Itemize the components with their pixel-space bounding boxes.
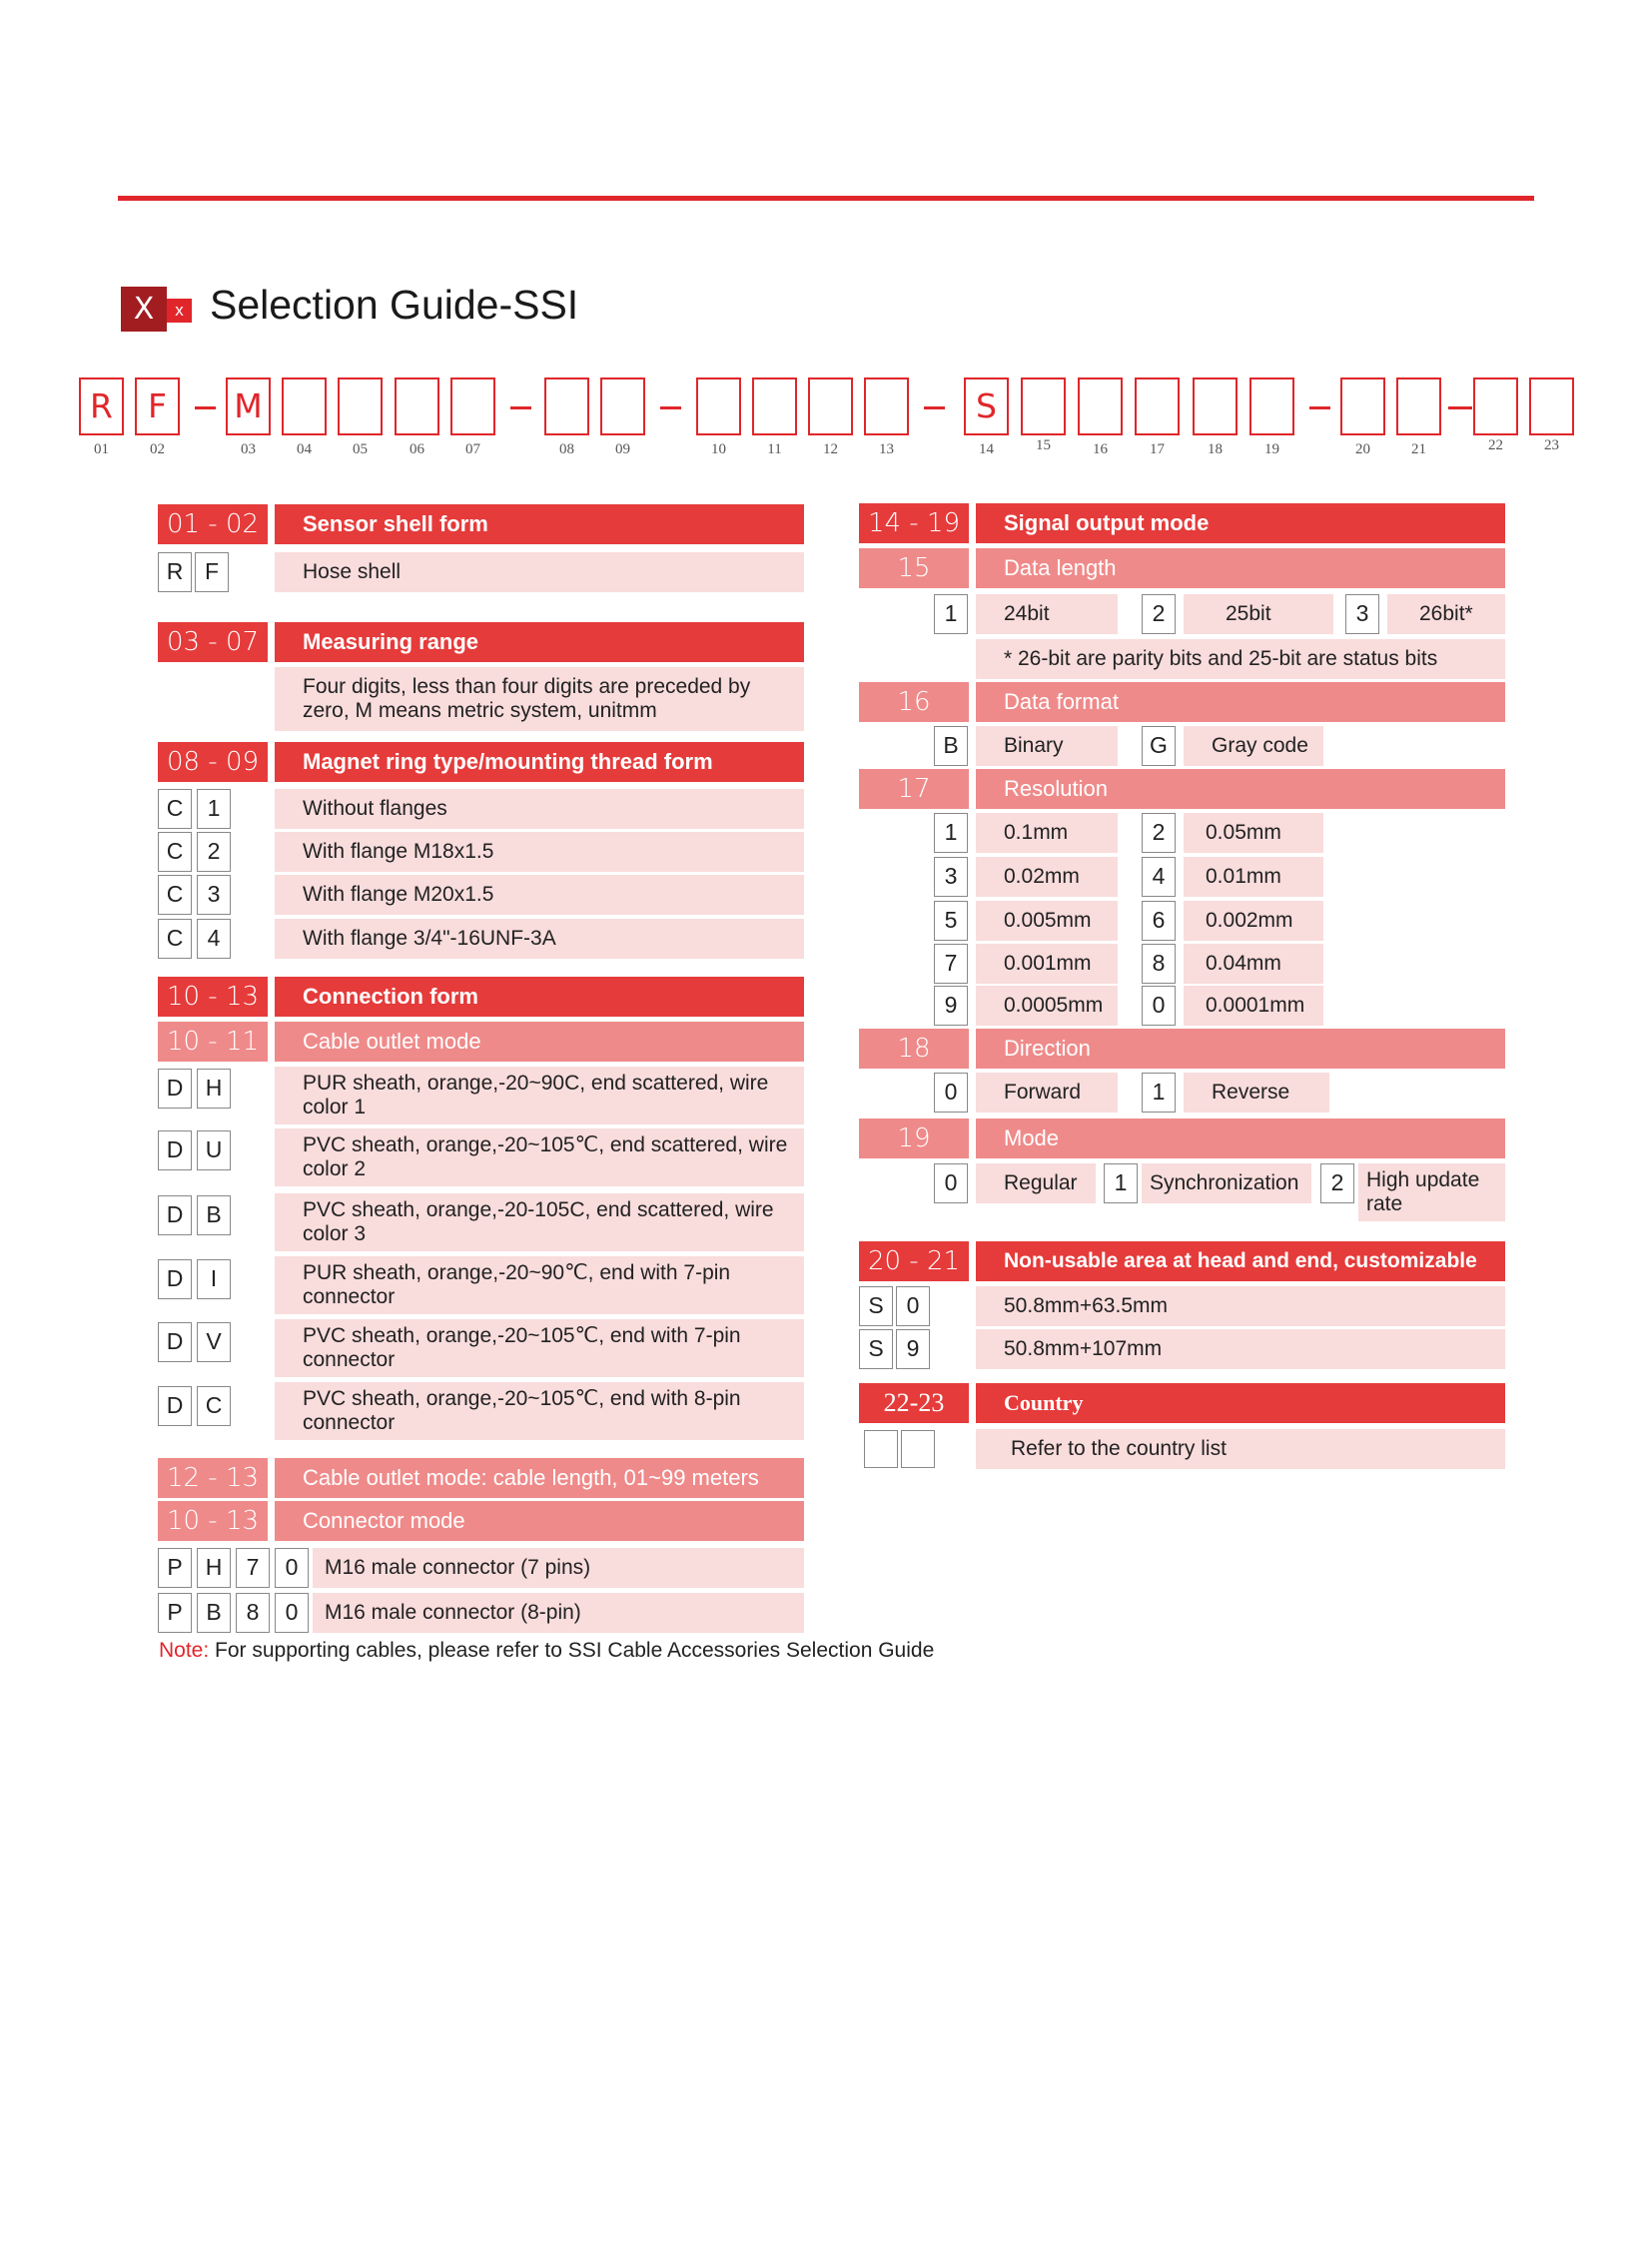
option-description: M16 male connector (8-pin) — [313, 1593, 804, 1633]
section-number: 10 - 13 — [158, 977, 268, 1017]
section-number: 10 - 11 — [158, 1022, 268, 1062]
code-cell: 2 — [1142, 813, 1176, 853]
code-cell: 0 — [275, 1593, 309, 1633]
code-box-16 — [1078, 377, 1123, 435]
top-red-rule — [118, 196, 1534, 201]
code-cell — [901, 1430, 935, 1468]
position-number: 22 — [1488, 437, 1503, 453]
code-box-07 — [450, 377, 495, 435]
position-number: 08 — [559, 441, 574, 457]
section-header-shell-form: Sensor shell form — [275, 504, 804, 544]
option-description: PVC sheath, orange,-20-105C, end scattered, wire color 3 — [275, 1193, 804, 1251]
code-box-21 — [1396, 377, 1441, 435]
code-box-22 — [1473, 377, 1518, 435]
code-box-05 — [338, 377, 383, 435]
code-cell: B — [197, 1195, 231, 1235]
section-header-connection-form: Connection form — [275, 977, 804, 1017]
code-box-06 — [395, 377, 439, 435]
code-cell: 6 — [1142, 901, 1176, 941]
code-cell: D — [158, 1386, 192, 1426]
code-cell: S — [859, 1329, 893, 1369]
position-number: 06 — [410, 441, 424, 457]
position-number: 05 — [353, 441, 368, 457]
code-box-01: R — [79, 377, 124, 435]
code-cell: D — [158, 1069, 192, 1109]
position-number: 02 — [150, 441, 165, 457]
code-dash — [195, 406, 216, 409]
code-cell: 0 — [934, 1163, 968, 1203]
code-box-11 — [752, 377, 797, 435]
option-label: 24bit — [976, 594, 1118, 634]
section-header-connector-mode: Connector mode — [275, 1501, 804, 1541]
section-header-mode: Mode — [976, 1119, 1505, 1158]
section-header-cable-outlet: Cable outlet mode — [275, 1022, 804, 1062]
option-label: Reverse — [1184, 1073, 1329, 1113]
position-number: 15 — [1036, 437, 1051, 453]
option-label: 0.04mm — [1184, 944, 1323, 984]
option-description: PVC sheath, orange,-20~105℃, end with 8-pin connector — [275, 1382, 804, 1440]
code-cell: 1 — [1104, 1163, 1138, 1203]
code-cell: 0 — [275, 1548, 309, 1588]
section-header-data-format: Data format — [976, 682, 1505, 722]
code-box-19 — [1249, 377, 1294, 435]
section-header-magnet-ring: Magnet ring type/mounting thread form — [275, 742, 804, 782]
code-cell: P — [158, 1593, 192, 1633]
section-header-measuring-range: Measuring range — [275, 622, 804, 662]
code-cell: 4 — [1142, 857, 1176, 897]
code-dash — [924, 406, 945, 409]
option-description: Without flanges — [275, 789, 804, 829]
code-box-12 — [808, 377, 853, 435]
option-description: With flange M18x1.5 — [275, 832, 804, 872]
option-label: Regular — [976, 1163, 1096, 1203]
option-label: Gray code — [1184, 726, 1323, 766]
code-dash — [1448, 406, 1472, 409]
section-header-data-length: Data length — [976, 548, 1505, 588]
option-description: PUR sheath, orange,-20~90℃, end with 7-pin connector — [275, 1256, 804, 1314]
code-cell: 0 — [1142, 986, 1176, 1026]
option-label: 0.0005mm — [976, 986, 1118, 1026]
position-number: 07 — [465, 441, 480, 457]
code-cell: 1 — [934, 594, 968, 634]
code-box-09 — [600, 377, 645, 435]
option-label: 0.01mm — [1184, 857, 1323, 897]
option-label: Forward — [976, 1073, 1118, 1113]
code-box-15 — [1021, 377, 1066, 435]
option-description: 50.8mm+107mm — [976, 1329, 1505, 1369]
code-cell: U — [197, 1130, 231, 1170]
code-box-02: F — [135, 377, 180, 435]
logo-x-small: x — [167, 299, 192, 323]
page-title: Selection Guide-SSI — [210, 282, 579, 328]
code-cell: G — [1142, 726, 1176, 766]
code-cell: V — [197, 1322, 231, 1362]
section-header-signal-output: Signal output mode — [976, 503, 1505, 543]
option-description: PVC sheath, orange,-20~105℃, end with 7-pin connector — [275, 1319, 804, 1377]
section-header-cable-length: Cable outlet mode: cable length, 01~99 meters — [275, 1458, 804, 1498]
code-cell: 0 — [934, 1073, 968, 1113]
code-cell: 8 — [1142, 944, 1176, 984]
note-label: Note: — [159, 1639, 210, 1662]
option-label: 0.05mm — [1184, 813, 1323, 853]
section-number: 14 - 19 — [859, 503, 969, 543]
section-number: 20 - 21 — [859, 1241, 969, 1281]
code-cell: B — [934, 726, 968, 766]
footnote — [159, 1639, 934, 1663]
option-label: 25bit — [1184, 594, 1333, 634]
section-header-non-usable-area: Non-usable area at head and end, customizable — [976, 1241, 1505, 1281]
code-cell: 4 — [197, 919, 231, 959]
section-number: 12 - 13 — [158, 1458, 268, 1498]
code-box-04 — [282, 377, 327, 435]
code-cell: 2 — [1142, 594, 1176, 634]
option-description: M16 male connector (7 pins) — [313, 1548, 804, 1588]
code-cell — [864, 1430, 898, 1468]
option-label: High update rate — [1358, 1163, 1505, 1221]
position-number: 01 — [94, 441, 109, 457]
section-header-direction: Direction — [976, 1029, 1505, 1069]
code-cell: D — [158, 1259, 192, 1299]
code-cell: 9 — [934, 986, 968, 1026]
position-number: 18 — [1208, 441, 1223, 457]
option-description: Four digits, less than four digits are preceded by zero, M means metric system, unitmm — [275, 667, 804, 731]
option-label: Synchronization — [1142, 1163, 1311, 1203]
section-number: 03 - 07 — [158, 622, 268, 662]
section-number: 10 - 13 — [158, 1501, 268, 1541]
option-description: Refer to the country list — [976, 1429, 1505, 1469]
code-box-20 — [1340, 377, 1385, 435]
code-cell: 2 — [1320, 1163, 1354, 1203]
section-number: 16 — [859, 682, 969, 722]
code-cell: C — [158, 832, 192, 872]
code-cell: 5 — [934, 901, 968, 941]
code-dash — [1309, 406, 1330, 409]
code-cell: 3 — [934, 857, 968, 897]
option-label: 0.1mm — [976, 813, 1118, 853]
section-number: 22-23 — [859, 1383, 969, 1423]
position-number: 09 — [615, 441, 630, 457]
code-box-17 — [1135, 377, 1180, 435]
code-cell: 1 — [934, 813, 968, 853]
section-logo — [121, 287, 201, 332]
code-cell: R — [158, 552, 192, 592]
code-cell: H — [197, 1548, 231, 1588]
code-box-13 — [864, 377, 909, 435]
code-cell: 3 — [1345, 594, 1379, 634]
position-number: 16 — [1093, 441, 1108, 457]
code-cell: F — [195, 552, 229, 592]
code-cell: 7 — [934, 944, 968, 984]
code-cell: 9 — [896, 1329, 930, 1369]
code-box-08 — [544, 377, 589, 435]
section-number: 08 - 09 — [158, 742, 268, 782]
position-number: 19 — [1264, 441, 1279, 457]
code-cell: C — [197, 1386, 231, 1426]
code-cell: C — [158, 789, 192, 829]
code-cell: D — [158, 1322, 192, 1362]
section-number: 01 - 02 — [158, 504, 268, 544]
code-box-23 — [1529, 377, 1574, 435]
code-box-10 — [696, 377, 741, 435]
option-label: Binary — [976, 726, 1118, 766]
section-number: 19 — [859, 1119, 969, 1158]
section-number: 15 — [859, 548, 969, 588]
option-label: 26bit* — [1387, 594, 1505, 634]
option-label: 0.0001mm — [1184, 986, 1323, 1026]
option-description: With flange M20x1.5 — [275, 875, 804, 915]
option-description: Hose shell — [275, 552, 804, 592]
position-number: 04 — [297, 441, 312, 457]
code-box-14: S — [964, 377, 1009, 435]
code-cell: S — [859, 1286, 893, 1326]
code-cell: H — [197, 1069, 231, 1109]
option-description: With flange 3/4"-16UNF-3A — [275, 919, 804, 959]
code-cell: 2 — [197, 832, 231, 872]
code-cell: D — [158, 1195, 192, 1235]
position-number: 03 — [241, 441, 256, 457]
position-number: 10 — [711, 441, 726, 457]
code-cell: I — [197, 1259, 231, 1299]
code-cell: D — [158, 1130, 192, 1170]
data-length-note: * 26-bit are parity bits and 25-bit are status bits — [976, 639, 1505, 679]
position-number: 21 — [1411, 441, 1426, 457]
option-label: 0.001mm — [976, 944, 1118, 984]
code-cell: 0 — [896, 1286, 930, 1326]
option-label: 0.002mm — [1184, 901, 1323, 941]
position-number: 11 — [767, 441, 782, 457]
option-label: 0.005mm — [976, 901, 1118, 941]
code-cell: 8 — [236, 1593, 270, 1633]
position-number: 14 — [979, 441, 994, 457]
logo-x-large: X — [121, 287, 167, 332]
code-cell: P — [158, 1548, 192, 1588]
section-header-resolution: Resolution — [976, 769, 1505, 809]
code-cell: B — [197, 1593, 231, 1633]
position-number: 17 — [1150, 441, 1165, 457]
code-cell: 1 — [197, 789, 231, 829]
position-number: 12 — [823, 441, 838, 457]
code-cell: 1 — [1142, 1073, 1176, 1113]
option-description: PVC sheath, orange,-20~105℃, end scattered, wire color 2 — [275, 1128, 804, 1186]
code-cell: 3 — [197, 875, 231, 915]
position-number: 13 — [879, 441, 894, 457]
option-description: PUR sheath, orange,-20~90C, end scattered, wire color 1 — [275, 1067, 804, 1124]
position-number: 20 — [1355, 441, 1370, 457]
option-label: 0.02mm — [976, 857, 1118, 897]
code-cell: 7 — [236, 1548, 270, 1588]
code-dash — [510, 406, 531, 409]
section-number: 17 — [859, 769, 969, 809]
option-description: 50.8mm+63.5mm — [976, 1286, 1505, 1326]
position-number: 23 — [1544, 437, 1559, 453]
note-text: For supporting cables, please refer to SSI Cable Accessories Selection Guide — [209, 1639, 935, 1662]
section-header-country: Country — [976, 1383, 1505, 1423]
code-cell: C — [158, 875, 192, 915]
section-number: 18 — [859, 1029, 969, 1069]
code-cell: C — [158, 919, 192, 959]
code-box-03: M — [226, 377, 271, 435]
code-box-18 — [1193, 377, 1238, 435]
code-dash — [660, 406, 681, 409]
